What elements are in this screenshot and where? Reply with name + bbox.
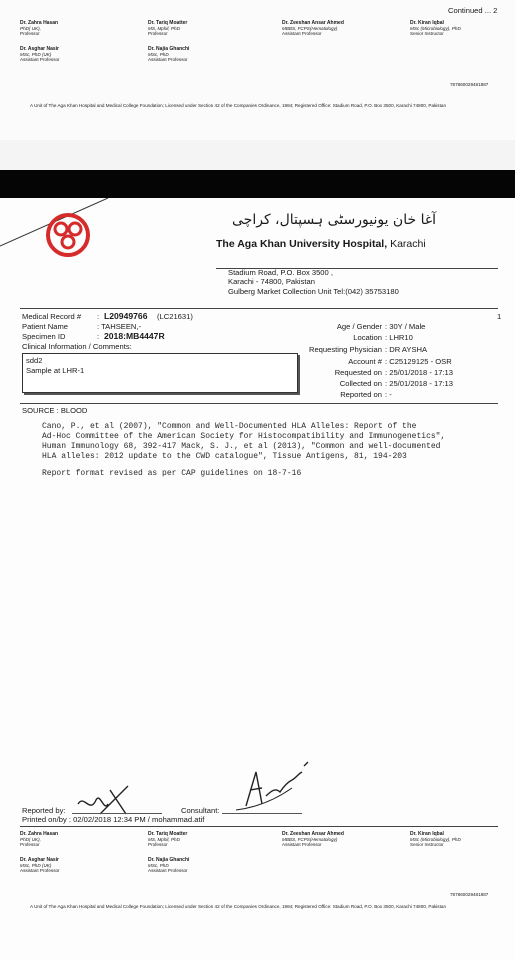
account-value: : C25129125 - OSR (385, 357, 452, 366)
clinical-comments-box (22, 353, 298, 393)
staff-entry: Dr. Kiran Iqbal MSc (Microbiology), PhD Senior Instructor (410, 20, 461, 37)
reference-line: HLA alleles: 2012 update to the CWD catalogue", Tissue Antigens, 81, 194-203 (42, 452, 407, 461)
footer-note: A Unit of The Aga Khan Hospital and Medical College Foundation; Licensed under Section 42 of the Companies Ordinance, 1984; Registered Office: Stadium Road, P.O. Box 3500, Karachi 74800, Pakistan (30, 103, 446, 108)
reported-by-line (72, 813, 162, 814)
staff-entry: Dr. Najia Ghanchi MSc, PhD Assistant Professor (148, 46, 190, 63)
consultant-label: Consultant: (181, 806, 220, 815)
staff-entry: Dr. Zahra Hasan PhD( UK), Professor (20, 20, 59, 37)
reported-value: : - (385, 390, 392, 399)
previous-page-footer (0, 0, 515, 140)
aku-logo-icon (46, 212, 90, 258)
footer-rule (20, 826, 498, 827)
staff-entry: Dr. Asghar Nasir MSc, PhD (UK) Assistant Professor (20, 46, 60, 63)
address-line-1: Stadium Road, P.O. Box 3500 , (228, 268, 333, 277)
staff-entry: Dr. Tariq Moatter MS, Mphil, PhD Professor (148, 20, 188, 37)
consultant-line (222, 813, 302, 814)
staff-entry: Dr. Zeeshan Ansar Ahmed MBBS, FCPS(Hematology) Assistant Professor (282, 831, 344, 848)
reference-line: Cano, P., et al (2007), "Common and Well-Documented HLA Alleles: Report of the (42, 422, 417, 431)
account-label: Account # (348, 357, 382, 366)
specimen-value: 2018:MB4447R (104, 331, 165, 341)
staff-entry: Dr. Najia Ghanchi MSc, PhD Assistant Professor (148, 857, 190, 874)
medical-record-label: Medical Record # (22, 312, 82, 321)
patient-name-value: : TAHSEEN,- (97, 322, 142, 331)
barcode-number: 787860029481887 (450, 892, 489, 897)
physician-value: : DR AYSHA (385, 345, 428, 354)
format-note: Report format revised as per CAP guidelines on 18-7-16 (42, 469, 302, 478)
reported-by-label: Reported by: (22, 806, 66, 815)
top-rule (20, 308, 498, 309)
age-gender-label: Age / Gender (336, 322, 382, 331)
staff-entry: Dr. Zahra Hasan PhD( UK), Professor (20, 831, 59, 848)
medical-record-value: L20949766 (104, 311, 148, 321)
clinical-line: sdd2 (26, 356, 43, 365)
staff-entry: Dr. Asghar Nasir MSc, PhD (UK) Assistant Professor (20, 857, 60, 874)
reference-line: Ad-Hoc Committee of the American Society for Histocompatibility and Immunogenetics", (42, 432, 446, 441)
staff-entry: Dr. Zeeshan Ansar Ahmed MBBS, FCPS(Hematology) Assistant Professor (282, 20, 344, 37)
location-value: : LHR10 (385, 333, 413, 342)
address-line-2: Karachi - 74800, Pakistan (228, 277, 315, 286)
report-page: آغا خان یونیورسٹی ہسپتال، کراچی The Aga Khan University Hospital, Karachi Stadium Road, P.O. Box 3500 , Karachi - 74800, Pakistan Gulberg Market Collection Unit Tel:(042) 35753180 1 Medical Record # : L20949766 (LC21631) Patient Name : TAHSEEN,- Specimen ID : 2018:MB4447R Clinical Information / Comments: sdd2 Sample at LHR-1 Age / Gender : 30Y / Male Location : LHR10 Requesting Physician : DR AYSHA Account # : C25129125 - OSR Requested on : 25/01/2018 - 17:13 Collected on : 25/01/2018 - 17:13 Reported on : - SOURCE : BLOOD Cano, P., et al (2007), "Common and Well-Documented HLA Alleles: Report of the Ad-Hoc Committee of the American Society for Histocompatibility and Immunogenetics", Human Immunology 68, 392-417 Mack, S. J., et al (2013), "Common and well-documented HLA alleles: 2012 update to the CWD catalogue", Tissue Antigens, 81, 194-203 Report format revised as per CAP guidelines on 18-7-16 Reported by: Consultant: Printed on/by : 02/02/2018 12:34 PM / mohammad.atif Dr. Zahra Hasan PhD( UK), Professor Dr. Tariq Moatter MS, Mphil, PhD Professor Dr. Zeeshan Ansar Ahmed MBBS, FCPS(Hematology) Assistant Professor Dr. Kiran Iqbal MSc (Microbiology), PhD Senior Instructor Dr. Asghar Nasir MSc, PhD (UK) Assistant Professor Dr. Najia Ghanchi MSc, PhD Assistant Professor 787860029481887 A Unit of The Aga Khan Hospital and Medical College Foundation; Licensed under Section 42 of the Companies Ordinance, 1984; Registered Office: Stadium Road, P.O. Box 3500, Karachi 74800, Pakistan (0, 198, 515, 960)
page-number: 1 (497, 312, 502, 321)
printed-info: Printed on/by : 02/02/2018 12:34 PM / mohammad.atif (22, 815, 205, 824)
reported-label: Reported on (340, 390, 382, 399)
specimen-label: Specimen ID (22, 332, 66, 341)
requested-label: Requested on (334, 368, 382, 377)
footer-note: A Unit of The Aga Khan Hospital and Medical College Foundation; Licensed under Section 42 of the Companies Ordinance, 1984; Registered Office: Stadium Road, P.O. Box 3500, Karachi 74800, Pakistan (30, 904, 446, 909)
hospital-name-urdu: آغا خان یونیورسٹی ہسپتال، کراچی (232, 212, 437, 228)
continued-label: Continued ... 2 (448, 6, 498, 15)
requested-value: : 25/01/2018 - 17:13 (385, 368, 453, 377)
reference-line: Human Immunology 68, 392-417 Mack, S. J., et al (2013), "Common and well-documented (42, 442, 441, 451)
address-line-3: Gulberg Market Collection Unit Tel:(042) 35753180 (228, 287, 399, 296)
scan-gap (0, 140, 515, 170)
location-label: Location (353, 333, 382, 342)
medical-record-extra: (LC21631) (157, 312, 193, 321)
consultant-signature-icon (232, 758, 322, 814)
collected-value: : 25/01/2018 - 17:13 (385, 379, 453, 388)
staff-entry: Dr. Kiran Iqbal MSc (Microbiology), PhD Senior Instructor (410, 831, 461, 848)
clinical-line: Sample at LHR-1 (26, 366, 85, 375)
staff-entry: Dr. Tariq Moatter MS, Mphil, PhD Professor (148, 831, 188, 848)
physician-label: Requesting Physician (308, 345, 382, 354)
source-label: SOURCE : BLOOD (22, 406, 88, 415)
collected-label: Collected on (339, 379, 382, 388)
patient-name-label: Patient Name (22, 322, 69, 331)
scan-black-bar (0, 170, 515, 198)
info-rule (20, 403, 498, 404)
clinical-info-label: Clinical Information / Comments: (22, 342, 132, 351)
hospital-name: The Aga Khan University Hospital, Karachi (216, 238, 426, 250)
barcode-number: 787860029481887 (450, 82, 489, 87)
age-gender-value: : 30Y / Male (385, 322, 426, 331)
